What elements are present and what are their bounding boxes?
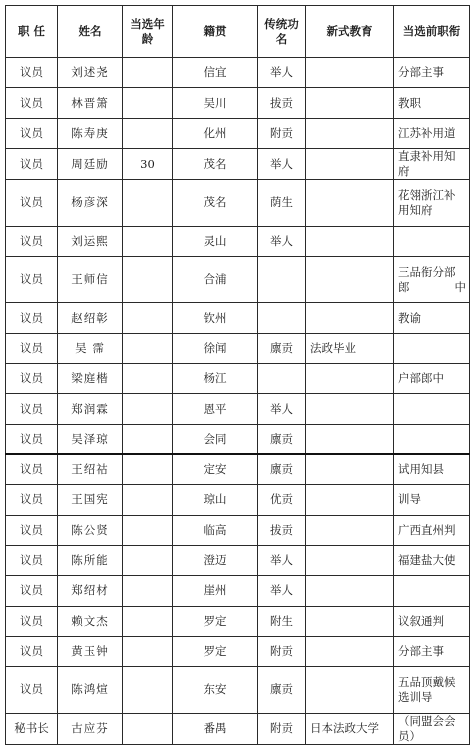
- cell-origin: 茂名: [173, 180, 258, 226]
- cell-role: 议员: [6, 180, 58, 226]
- cell-prior-title: [394, 226, 470, 256]
- cell-origin: 琼山: [173, 485, 258, 515]
- cell-age: [123, 713, 173, 744]
- cell-role: 议员: [6, 667, 58, 713]
- cell-education: [306, 256, 394, 302]
- cell-rank: 拔贡: [258, 515, 306, 545]
- cell-origin: 徐闻: [173, 333, 258, 363]
- cell-prior-title: 分部主事: [394, 636, 470, 666]
- cell-name: 王绍祜: [58, 454, 123, 484]
- cell-name: 吴 霈: [58, 333, 123, 363]
- cell-origin: 灵山: [173, 226, 258, 256]
- cell-prior-title: 户部郎中: [394, 364, 470, 394]
- cell-prior-title: 五品顶戴候选训导: [394, 667, 470, 713]
- cell-prior-title: （同盟会会员）: [394, 713, 470, 744]
- cell-name: 周廷励: [58, 148, 123, 179]
- cell-rank: 举人: [258, 576, 306, 606]
- header-age: 当选年龄: [123, 6, 173, 58]
- cell-role: 议员: [6, 636, 58, 666]
- cell-age: [123, 636, 173, 666]
- cell-prior-title: [394, 333, 470, 363]
- cell-age: [123, 424, 173, 454]
- table-row: [6, 545, 470, 575]
- cell-rank: 附贡: [258, 713, 306, 744]
- cell-origin: 临高: [173, 515, 258, 545]
- cell-education: [306, 545, 394, 575]
- cell-education: 日本法政大学: [306, 713, 394, 744]
- cell-name: 林晋箫: [58, 88, 123, 118]
- cell-origin: 番禺: [173, 713, 258, 744]
- cell-education: [306, 88, 394, 118]
- cell-name: 王师信: [58, 256, 123, 302]
- cell-name: 吴泽琼: [58, 424, 123, 454]
- cell-origin: 罗定: [173, 636, 258, 666]
- cell-age: [123, 180, 173, 226]
- cell-role: 议员: [6, 58, 58, 88]
- cell-age: 30: [123, 148, 173, 179]
- cell-role: 议员: [6, 545, 58, 575]
- header-row: [6, 6, 470, 58]
- cell-rank: 拔贡: [258, 88, 306, 118]
- cell-age: [123, 667, 173, 713]
- cell-rank: 举人: [258, 394, 306, 424]
- table-row: [6, 606, 470, 636]
- cell-education: [306, 667, 394, 713]
- table-row: [6, 180, 470, 226]
- cell-prior-title: 广西直州判: [394, 515, 470, 545]
- header-education: 新式教育: [306, 6, 394, 58]
- table-row: [6, 636, 470, 666]
- cell-age: [123, 58, 173, 88]
- cell-age: [123, 303, 173, 333]
- cell-prior-title: [394, 424, 470, 454]
- cell-prior-title: 分部主事: [394, 58, 470, 88]
- cell-rank: 举人: [258, 58, 306, 88]
- table-row: [6, 148, 470, 179]
- header-role: 职 任: [6, 6, 58, 58]
- cell-role: 议员: [6, 394, 58, 424]
- cell-education: [306, 576, 394, 606]
- cell-rank: [258, 256, 306, 302]
- cell-rank: 廪贡: [258, 454, 306, 484]
- table-row: [6, 424, 470, 454]
- cell-prior-title: 教谕: [394, 303, 470, 333]
- cell-origin: 钦州: [173, 303, 258, 333]
- cell-origin: 吴川: [173, 88, 258, 118]
- cell-origin: 崖州: [173, 576, 258, 606]
- header-name: 姓名: [58, 6, 123, 58]
- cell-origin: 恩平: [173, 394, 258, 424]
- header-origin: 籍贯: [173, 6, 258, 58]
- cell-origin: 定安: [173, 454, 258, 484]
- cell-education: [306, 226, 394, 256]
- cell-name: 陈鸿煊: [58, 667, 123, 713]
- cell-education: [306, 180, 394, 226]
- cell-education: [306, 58, 394, 88]
- cell-origin: 茂名: [173, 148, 258, 179]
- cell-age: [123, 545, 173, 575]
- table-row: [6, 394, 470, 424]
- cell-rank: 附贡: [258, 118, 306, 148]
- cell-rank: [258, 364, 306, 394]
- cell-name: 古应芬: [58, 713, 123, 744]
- cell-name: 陈公贤: [58, 515, 123, 545]
- cell-age: [123, 226, 173, 256]
- cell-name: 陈寿庚: [58, 118, 123, 148]
- header-prior-title: 当选前职衔: [394, 6, 470, 58]
- cell-rank: 廪贡: [258, 667, 306, 713]
- cell-prior-title: 试用知县: [394, 454, 470, 484]
- cell-age: [123, 333, 173, 363]
- cell-rank: 廪贡: [258, 424, 306, 454]
- cell-prior-title: [394, 576, 470, 606]
- cell-rank: [258, 303, 306, 333]
- cell-role: 议员: [6, 576, 58, 606]
- cell-rank: 附生: [258, 606, 306, 636]
- cell-origin: 东安: [173, 667, 258, 713]
- cell-rank: 廪贡: [258, 333, 306, 363]
- cell-role: 议员: [6, 364, 58, 394]
- cell-age: [123, 88, 173, 118]
- cell-education: [306, 485, 394, 515]
- table-row: [6, 88, 470, 118]
- cell-origin: 化州: [173, 118, 258, 148]
- cell-name: 梁庭楷: [58, 364, 123, 394]
- cell-age: [123, 576, 173, 606]
- cell-name: 刘述尧: [58, 58, 123, 88]
- cell-education: [306, 118, 394, 148]
- cell-age: [123, 394, 173, 424]
- cell-name: 陈所能: [58, 545, 123, 575]
- cell-name: 郑润霖: [58, 394, 123, 424]
- table-row: [6, 515, 470, 545]
- cell-education: [306, 636, 394, 666]
- cell-rank: 优贡: [258, 485, 306, 515]
- cell-education: [306, 303, 394, 333]
- cell-prior-title: 江苏补用道: [394, 118, 470, 148]
- cell-rank: 举人: [258, 545, 306, 575]
- cell-age: [123, 515, 173, 545]
- table-row: [6, 713, 470, 744]
- cell-education: [306, 424, 394, 454]
- cell-education: [306, 515, 394, 545]
- table-row: [6, 667, 470, 713]
- cell-origin: 信宜: [173, 58, 258, 88]
- cell-prior-title: 训导: [394, 485, 470, 515]
- cell-prior-title: 直隶补用知府: [394, 148, 470, 179]
- table-row: [6, 303, 470, 333]
- cell-role: 秘书长: [6, 713, 58, 744]
- cell-rank: 荫生: [258, 180, 306, 226]
- cell-role: 议员: [6, 454, 58, 484]
- cell-name: 赵绍彰: [58, 303, 123, 333]
- table-row: [6, 118, 470, 148]
- cell-role: 议员: [6, 148, 58, 179]
- cell-name: 杨彦深: [58, 180, 123, 226]
- cell-origin: 罗定: [173, 606, 258, 636]
- cell-age: [123, 606, 173, 636]
- cell-role: 议员: [6, 606, 58, 636]
- cell-age: [123, 485, 173, 515]
- header-rank: 传统功名: [258, 6, 306, 58]
- cell-education: [306, 148, 394, 179]
- cell-education: [306, 364, 394, 394]
- cell-prior-title: 福建盐大使: [394, 545, 470, 575]
- cell-name: 赖文杰: [58, 606, 123, 636]
- cell-prior-title: 花翎浙江补用知府: [394, 180, 470, 226]
- cell-role: 议员: [6, 226, 58, 256]
- cell-name: 黄玉钟: [58, 636, 123, 666]
- cell-education: [306, 394, 394, 424]
- cell-age: [123, 364, 173, 394]
- cell-prior-title: 教职: [394, 88, 470, 118]
- cell-rank: 举人: [258, 148, 306, 179]
- cell-role: 议员: [6, 485, 58, 515]
- cell-age: [123, 454, 173, 484]
- cell-role: 议员: [6, 88, 58, 118]
- cell-origin: 澄迈: [173, 545, 258, 575]
- table-row: [6, 256, 470, 302]
- table-row: [6, 576, 470, 606]
- cell-role: 议员: [6, 333, 58, 363]
- table-row: [6, 226, 470, 256]
- cell-origin: 杨江: [173, 364, 258, 394]
- table-row: [6, 58, 470, 88]
- cell-role: 议员: [6, 424, 58, 454]
- assembly-roster-table: [5, 5, 470, 745]
- table-row: [6, 454, 470, 484]
- cell-rank: 举人: [258, 226, 306, 256]
- cell-origin: 合浦: [173, 256, 258, 302]
- cell-name: 王国宪: [58, 485, 123, 515]
- cell-age: [123, 118, 173, 148]
- cell-role: 议员: [6, 256, 58, 302]
- cell-name: 郑绍材: [58, 576, 123, 606]
- table-row: [6, 364, 470, 394]
- cell-education: [306, 606, 394, 636]
- cell-age: [123, 256, 173, 302]
- cell-role: 议员: [6, 303, 58, 333]
- cell-prior-title: [394, 394, 470, 424]
- cell-rank: 附贡: [258, 636, 306, 666]
- cell-education: [306, 454, 394, 484]
- cell-prior-title: 三品衔分部郎中: [394, 256, 470, 302]
- table-row: [6, 333, 470, 363]
- cell-name: 刘运熙: [58, 226, 123, 256]
- cell-prior-title: 议叙通判: [394, 606, 470, 636]
- cell-role: 议员: [6, 118, 58, 148]
- table-row: [6, 485, 470, 515]
- cell-origin: 会同: [173, 424, 258, 454]
- cell-role: 议员: [6, 515, 58, 545]
- cell-education: 法政毕业: [306, 333, 394, 363]
